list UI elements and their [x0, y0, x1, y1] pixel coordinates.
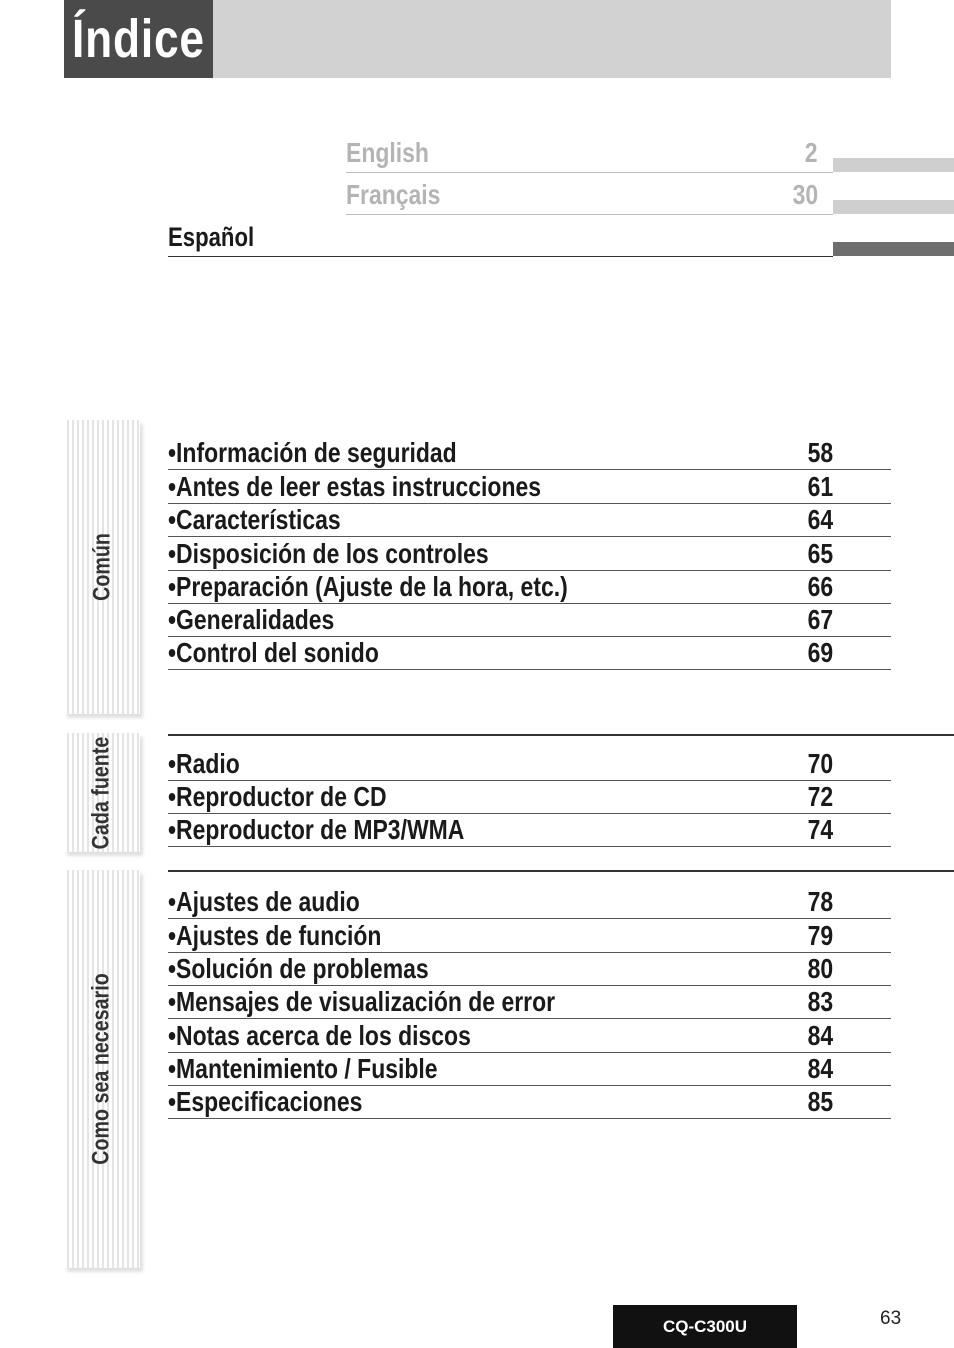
toc-entry-title: Mantenimiento / Fusible [176, 1053, 438, 1084]
bullet-icon: • [168, 748, 177, 779]
toc-entry[interactable] [168, 470, 891, 504]
language-divider [168, 256, 833, 257]
toc-entry[interactable] [168, 1085, 891, 1119]
toc-entry[interactable] [168, 570, 891, 604]
bullet-icon: • [168, 986, 177, 1017]
toc-entry-page: 72 [807, 781, 833, 812]
toc-entry-page: 79 [807, 920, 833, 951]
side-tab-como-sea-necesario [64, 870, 140, 1268]
toc-entry-title: Ajustes de audio [176, 886, 360, 917]
toc-entry-page: 69 [807, 637, 833, 668]
toc-entry-title: Características [176, 504, 341, 535]
bullet-icon: • [168, 604, 177, 635]
language-page: 30 [792, 179, 818, 210]
bullet-icon: • [168, 781, 177, 812]
language-label: English [346, 137, 429, 168]
toc-entry-page: 83 [807, 986, 833, 1017]
bullet-icon: • [168, 1053, 177, 1084]
bullet-icon: • [168, 437, 177, 468]
toc-entry[interactable] [168, 780, 891, 814]
toc-entry-page: 61 [807, 471, 833, 502]
toc-entry-page: 66 [807, 571, 833, 602]
bullet-icon: • [168, 886, 177, 917]
toc-entry[interactable] [168, 537, 891, 571]
toc-entry[interactable] [168, 436, 891, 470]
toc-entry-title: Notas acerca de los discos [176, 1020, 471, 1051]
toc-entry[interactable] [168, 636, 891, 670]
toc-entry-title: Mensajes de visualización de error [176, 986, 556, 1017]
toc-entry[interactable] [168, 952, 891, 986]
language-page: 2 [805, 137, 818, 168]
toc-entry-title: Especificaciones [176, 1086, 363, 1117]
toc-entry[interactable] [168, 985, 891, 1019]
toc-entry-title: Disposición de los controles [176, 538, 489, 569]
bullet-icon: • [168, 637, 177, 668]
toc-entry-page: 74 [807, 814, 833, 845]
side-tab-label: Cada fuente [88, 736, 116, 849]
toc-entry-page: 85 [807, 1086, 833, 1117]
toc-entry-title: Radio [176, 748, 240, 779]
section-divider [168, 734, 954, 736]
toc-entry-title: Reproductor de MP3/WMA [176, 814, 465, 845]
toc-entry-page: 65 [807, 538, 833, 569]
toc-entry[interactable] [168, 1052, 891, 1086]
toc-entry[interactable] [168, 919, 891, 953]
bullet-icon: • [168, 1086, 177, 1117]
language-row-francais[interactable] [346, 175, 826, 215]
toc-entry-title: Solución de problemas [176, 953, 429, 984]
toc-entry[interactable] [168, 813, 891, 847]
bullet-icon: • [168, 571, 177, 602]
model-badge: CQ-C300U [613, 1305, 797, 1348]
page-number: 63 [880, 1308, 902, 1329]
toc-entry-page: 84 [807, 1053, 833, 1084]
bullet-icon: • [168, 953, 177, 984]
toc-entry[interactable] [168, 503, 891, 537]
side-tab-label: Como sea necesario [88, 973, 115, 1165]
language-label: Español [168, 222, 255, 252]
bullet-icon: • [168, 538, 177, 569]
toc-entry[interactable] [168, 885, 891, 919]
toc-entry-title: Preparación (Ajuste de la hora, etc.) [176, 571, 568, 602]
toc-entry-page: 84 [807, 1020, 833, 1051]
page-title: Índice [72, 9, 205, 69]
language-divider [346, 214, 833, 215]
toc-entry[interactable] [168, 1019, 891, 1053]
toc-entry-page: 58 [807, 437, 833, 468]
bullet-icon: • [168, 1020, 177, 1051]
language-tab-francais [833, 200, 954, 214]
language-tab-english [833, 158, 954, 172]
toc-entry-page: 78 [807, 886, 833, 917]
language-tab-espanol [833, 242, 954, 256]
toc-entry-page: 64 [807, 504, 833, 535]
toc-entry[interactable] [168, 747, 891, 781]
side-tab-cada-fuente [64, 733, 140, 852]
language-label: Français [346, 179, 441, 210]
bullet-icon: • [168, 471, 177, 502]
language-row-espanol[interactable] [168, 217, 828, 257]
language-row-english[interactable] [346, 133, 826, 173]
toc-entry-page: 80 [807, 953, 833, 984]
toc-entry-title: Control del sonido [176, 637, 379, 668]
bullet-icon: • [168, 920, 177, 951]
toc-entry-page: 67 [807, 604, 833, 635]
language-divider [346, 172, 833, 173]
side-tab-comun [64, 420, 140, 714]
section-divider [168, 870, 954, 872]
toc-entry[interactable] [168, 603, 891, 637]
toc-entry-title: Ajustes de función [176, 920, 382, 951]
bullet-icon: • [168, 814, 177, 845]
toc-entry-title: Reproductor de CD [176, 781, 387, 812]
toc-entry-title: Información de seguridad [176, 437, 457, 468]
side-tab-label: Común [88, 533, 115, 601]
toc-entry-page: 70 [807, 748, 833, 779]
bullet-icon: • [168, 504, 177, 535]
toc-entry-title: Generalidades [176, 604, 335, 635]
toc-entry-title: Antes de leer estas instrucciones [176, 471, 542, 502]
